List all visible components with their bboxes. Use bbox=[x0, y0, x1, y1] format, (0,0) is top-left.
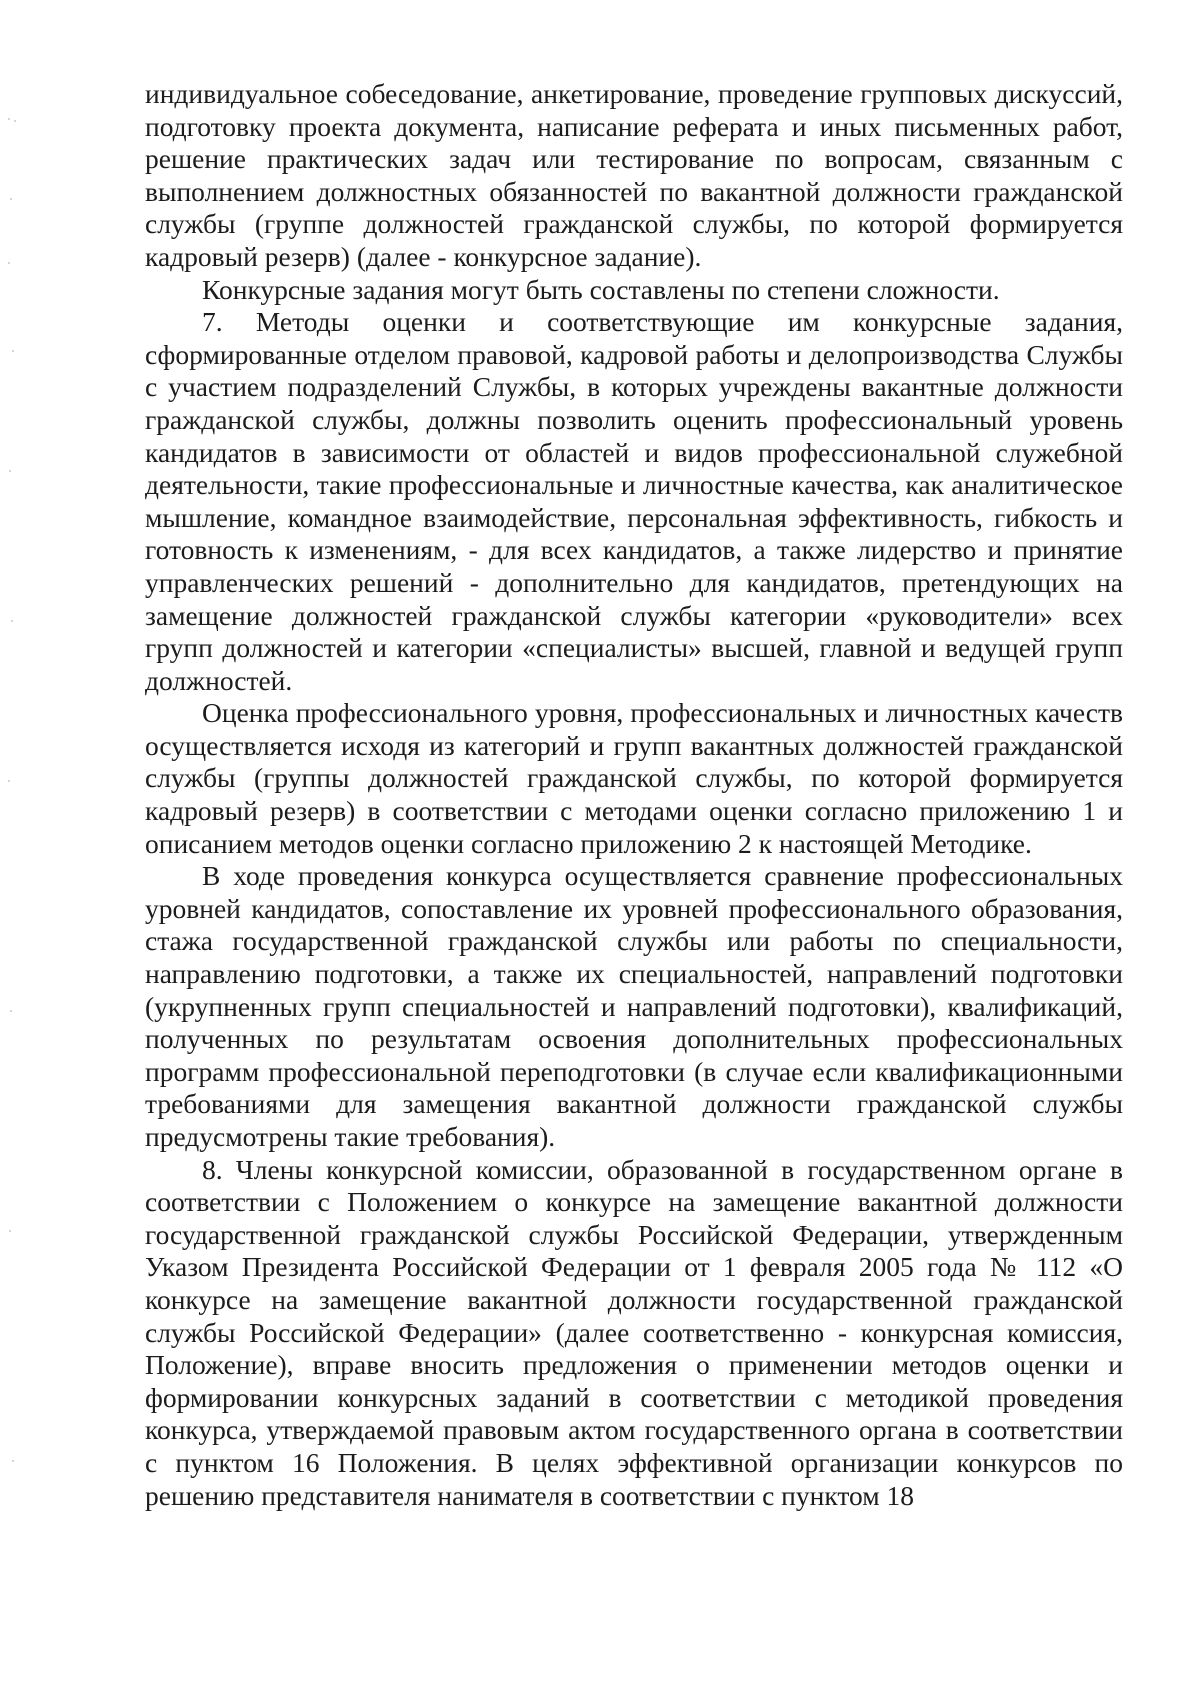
scan-margin-marks bbox=[0, 0, 40, 1694]
paragraph-assessment-of-level: Оценка профессионального уровня, профессиональных и личностных качеств осуществляется исходя из категорий и групп вакантных должностей гражданской службы (группы должностей гражданской службы, по которой формируется кадровый резерв) в соответствии с методами оценки согласно приложению 1 и описанием методов оценки согласно приложению 2 к настоящей Методике. bbox=[145, 697, 1123, 859]
paragraph-item-7: 7. Методы оценки и соответствующие им конкурсные задания, сформированные отделом правовой, кадровой работы и делопроизводства Службы с участием подразделений Службы, в которых учреждены вакантные должности гражданской службы, должны позволить оценить профессиональный уровень кандидатов в зависимости от областей и видов профессиональной служебной деятельности, такие профессиональные и личностные качества, как аналитическое мышление, командное взаимодействие, персональная эффективность, гибкость и готовность к изменениям, - для всех кандидатов, а также лидерство и принятие управленческих решений - дополнительно для кандидатов, претендующих на замещение должностей гражданской службы категории «руководители» всех групп должностей и категории «специалисты» высшей, главной и ведущей групп должностей. bbox=[145, 306, 1123, 696]
document-page bbox=[145, 78, 1123, 1512]
paragraph-item-8: 8. Члены конкурсной комиссии, образованной в государственном органе в соответствии с Положением о конкурсе на замещение вакантной должности государственной гражданской службы Российской Федерации, утвержденным Указом Президента Российской Федерации от 1 февраля 2005 года № 112 «О конкурсе на замещение вакантной должности государственной гражданской службы Российской Федерации» (далее соответственно - конкурсная комиссия, Положение), вправе вносить предложения о применении методов оценки и формировании конкурсных заданий в соответствии с методикой проведения конкурса, утверждаемой правовым актом государственного органа в соответствии с пунктом 16 Положения. В целях эффективной организации конкурсов по решению представителя нанимателя в соответствии с пунктом 18 bbox=[145, 1153, 1123, 1511]
paragraph-competition-comparison: В ходе проведения конкурса осуществляется сравнение профессиональных уровней кандидатов, сопоставление их уровней профессионального образования, стажа государственной гражданской службы или работы по специальности, направлению подготовки, а также их специальностей, направлений подготовки (укрупненных групп специальностей и направлений подготовки), квалификаций, полученных по результатам освоения дополнительных профессиональных программ профессиональной переподготовки (в случае если квалификационными требованиями для замещения вакантной должности гражданской службы предусмотрены такие требования). bbox=[145, 860, 1123, 1152]
paragraph-assessment-methods-continuation: индивидуальное собеседование, анкетирование, проведение групповых дискуссий, подготовку проекта документа, написание реферата и иных письменных работ, решение практических задач или тестирование по вопросам, связанным с выполнением должностных обязанностей по вакантной должности гражданской службы (группе должностей гражданской службы, по которой формируется кадровый резерв) (далее - конкурсное задание). bbox=[145, 78, 1123, 272]
paragraph-task-complexity: Конкурсные задания могут быть составлены по степени сложности. bbox=[202, 273, 1000, 305]
